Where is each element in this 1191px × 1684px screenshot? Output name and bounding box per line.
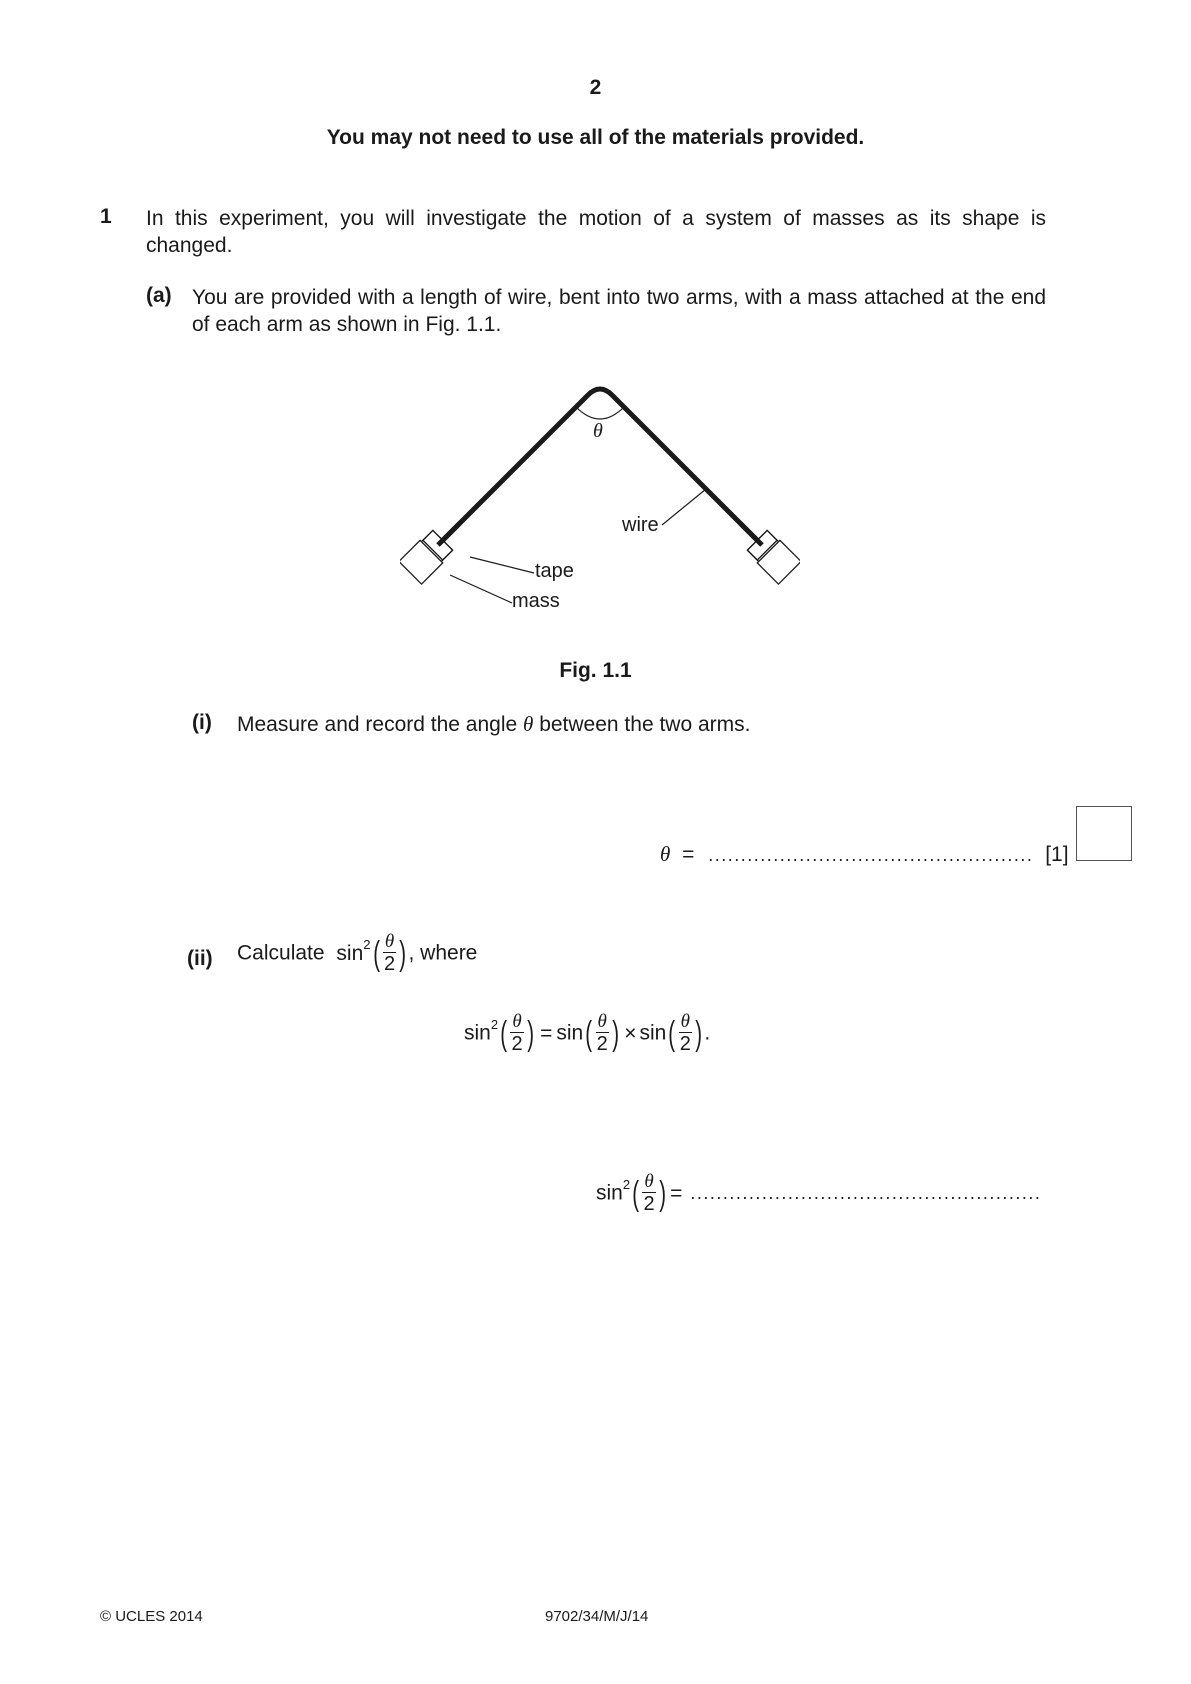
part-i-text-after: between the two arms. <box>539 713 751 736</box>
question-intro: In this experiment, you will investigate the motion of a system of masses as its shape is changed. <box>146 207 1046 257</box>
eq-sin-a: sin <box>556 1021 584 1045</box>
part-a-label: (a) <box>146 284 172 307</box>
ans-exponent: 2 <box>622 1177 631 1193</box>
part-ii-text-before: Calculate <box>237 941 325 965</box>
marks-label: [1] <box>1045 843 1069 866</box>
part-ii-text-after: , where <box>408 941 478 965</box>
part-i-answer-line[interactable] <box>660 842 1069 867</box>
wire-masses-diagram <box>400 355 800 615</box>
wire-label: wire <box>622 514 659 536</box>
part-i-text-before: Measure and record the angle <box>237 713 518 736</box>
page-number: 2 <box>589 76 602 99</box>
part-ii-label: (ii) <box>187 947 213 970</box>
footer-paper-code: 9702/34/M/J/14 <box>545 1608 649 1625</box>
eq-period: . <box>704 1021 711 1045</box>
part-a-text: You are provided with a length of wire, bent into two arms, with a mass attached at the end of each arm as shown in Fig. 1.1. <box>192 286 1046 336</box>
footer-copyright: © UCLES 2014 <box>100 1608 203 1625</box>
tape-leader <box>470 557 534 573</box>
ans-dots[interactable]: ...................................................... <box>690 1183 1042 1203</box>
sin-identity-equation: $\sin^2$( $\frac{\theta}{2}$ ) = sin( $\frac{\theta}{2}$ ) × sin( $\frac{\theta}{2}$ ) . <box>464 1011 711 1055</box>
frac-num: θ <box>384 931 395 952</box>
angle-theta-label: θ <box>593 420 603 442</box>
mass-leader <box>450 575 512 603</box>
sin-func: sin <box>336 941 364 965</box>
ans-sin: sin <box>596 1181 623 1205</box>
eq-sin-b: sin <box>639 1021 667 1045</box>
eq-sin2: sin <box>464 1021 491 1045</box>
eq-frac3-num: θ <box>680 1011 691 1032</box>
materials-instruction: You may not need to use all of the materials provided. <box>326 126 865 149</box>
eq-equals: = <box>540 1021 553 1045</box>
mass-label: mass <box>512 590 560 612</box>
part-i-label: (i) <box>192 711 212 734</box>
eq-frac3-den: 2 <box>679 1033 691 1055</box>
exponent: 2 <box>363 937 371 953</box>
wire-shape <box>438 389 762 545</box>
answer-dots[interactable]: .................................................. <box>708 845 1034 865</box>
frac-den: 2 <box>383 953 396 975</box>
tape-label: tape <box>535 560 574 582</box>
figure-caption: Fig. 1.1 <box>559 659 632 682</box>
ans-equals: = <box>670 1181 683 1205</box>
answer-theta: θ <box>660 842 671 866</box>
examiner-mark-box <box>1076 806 1132 861</box>
ans-frac-num: θ <box>644 1171 654 1192</box>
answer-equals: = <box>682 843 695 866</box>
eq-exponent: 2 <box>490 1017 499 1033</box>
eq-frac1-den: 2 <box>511 1033 523 1055</box>
eq-times: × <box>624 1021 637 1045</box>
ans-frac-den: 2 <box>643 1193 655 1215</box>
question-number: 1 <box>100 205 112 228</box>
part-ii-answer-line[interactable]: $\sin^2$( $\frac{\theta}{2}$ ) = ...................................................... <box>596 1171 1042 1215</box>
part-i-theta: θ <box>523 712 534 736</box>
eq-frac2-num: θ <box>597 1011 607 1032</box>
eq-frac1-num: θ <box>512 1011 522 1032</box>
wire-leader <box>662 489 706 525</box>
eq-frac2-den: 2 <box>596 1033 608 1055</box>
angle-arc <box>576 407 624 419</box>
part-ii-text: Calculate $\sin^2$( $\frac{\theta}{2}$ ) , where <box>237 931 478 975</box>
part-i-text <box>237 711 750 738</box>
